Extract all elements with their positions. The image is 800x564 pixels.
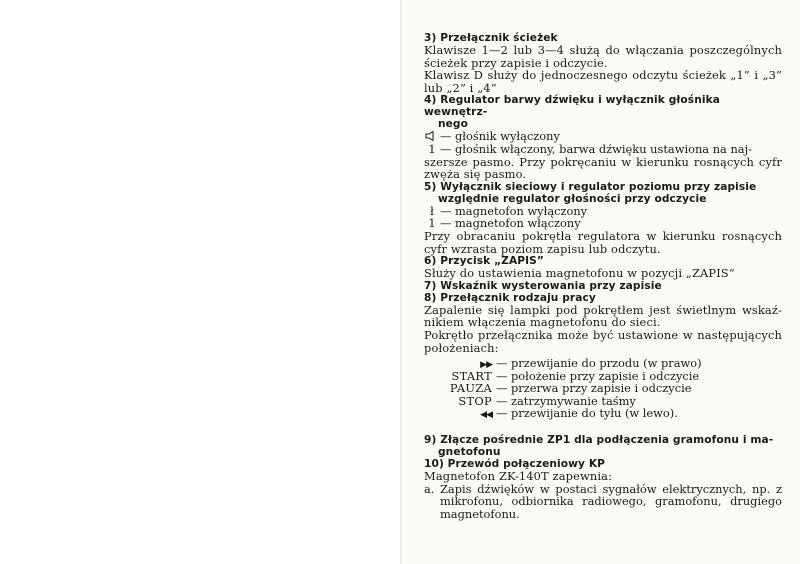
section-6-text: Służy do ustawienia magnetofonu w pozycji „ZAPIS” (424, 266, 735, 281)
power-on-text: — magnetofon włączony (440, 216, 581, 231)
section-8 (424, 292, 782, 420)
section-10-text: Magnetofon ZK-140T zapewnia: (424, 469, 613, 484)
section-7 (424, 280, 782, 292)
section-5-text: Przy obracaniu pokrętła regulatora w kierunku rosnących cyfr wzrasta poziom zapisu lub odczytu. (424, 228, 782, 256)
section-3 (424, 32, 782, 94)
section-3-text-2: Klawisz D służy do jednoczesnego odczytu ścieżek „1” i „3” lub „2” i „4” (424, 68, 782, 95)
section-4 (424, 94, 782, 180)
section-10 (424, 458, 782, 520)
rewind-icon: ◀◀ (480, 410, 492, 421)
section-6-heading: 6) Przycisk „ZAPIS” (424, 255, 544, 268)
section-9-heading-cont: gnetofonu (438, 446, 501, 459)
mode-position-desc: — zatrzymywanie taśmy (496, 393, 636, 408)
section-3-text-1: Klawisze 1—2 lub 3—4 służą do włączania poszczególnych ścieżek przy zapisie i odczycie. (424, 43, 782, 70)
mode-position-key: PAUZA (449, 381, 492, 396)
section-9-heading: 9) Złącze pośrednie ZP1 dla podłączenia gramofonu i ma- (424, 434, 774, 447)
mode-positions (424, 357, 782, 420)
section-5-heading: 5) Wyłącznik sieciowy i regulator poziomu przy zapisie (424, 180, 757, 193)
speaker-on-text: — głośnik włączony, barwa dźwięku ustawiona na naj- (440, 141, 752, 156)
section-3-heading: 3) Przełącznik ścieżek (424, 32, 558, 44)
section-6 (424, 255, 782, 280)
list-item-text: Zapis dźwięków w postaci sygnałów elektrycznych, np. z mikrofonu, odbiornika radiowego, gramofonu, drugiego magnetofonu. (440, 481, 782, 521)
section-8-text-2: Pokrętło przełącznika może być ustawione w następujących położeniach: (424, 327, 782, 355)
power-off-symbol: ł (430, 203, 434, 218)
section-7-heading: 7) Wskaźnik wysterowania przy zapisie (424, 279, 662, 292)
section-4-text: szersze pasmo. Przy pokręcaniu w kierunku rosnących cyfr zwęża się pasmo. (424, 154, 782, 182)
mode-position-key: START (451, 368, 492, 383)
speaker-off-text: — głośnik wyłączony (440, 129, 560, 144)
section-8-text-1: Zapalenie się lampki pod pokrętłem jest świetlnym wskaź-nikiem włączenia magnetofonu do sieci. (424, 302, 782, 330)
mode-position-row (424, 382, 782, 395)
section-8-heading: 8) Przełącznik rodzaju pracy (424, 291, 596, 304)
list-item (424, 483, 782, 521)
section-9 (424, 434, 782, 458)
mode-position-desc: — przewijanie do tyłu (w lewo). (496, 406, 678, 421)
power-on-symbol: 1 (428, 216, 436, 231)
section-4-heading-cont: nego (438, 118, 468, 131)
manual-text (424, 32, 782, 520)
section-4-heading: 4) Regulator barwy dźwięku i wyłącznik głośnika wewnętrz- (424, 94, 720, 119)
speaker-on-symbol: 1 (428, 141, 436, 156)
power-off-text: — magnetofon wyłączony (440, 203, 588, 218)
mode-position-desc: — przerwa przy zapisie i odczycie (496, 381, 692, 396)
section-5-heading-cont: względnie regulator głośności przy odczycie (438, 192, 707, 205)
list-marker: a. (424, 481, 435, 496)
mode-position-desc: — przewijanie do przodu (w prawo) (496, 356, 702, 371)
mode-position-key: STOP (458, 393, 492, 408)
speaker-on-item (424, 143, 782, 156)
mode-position-row (424, 357, 782, 370)
mode-position-desc: — położenie przy zapisie i odczycie (496, 368, 700, 383)
section-10-heading: 10) Przewód połączeniowy KP (424, 458, 606, 471)
mode-position-row (424, 407, 782, 420)
fast-forward-icon: ▶▶ (480, 360, 492, 371)
section-5 (424, 181, 782, 255)
